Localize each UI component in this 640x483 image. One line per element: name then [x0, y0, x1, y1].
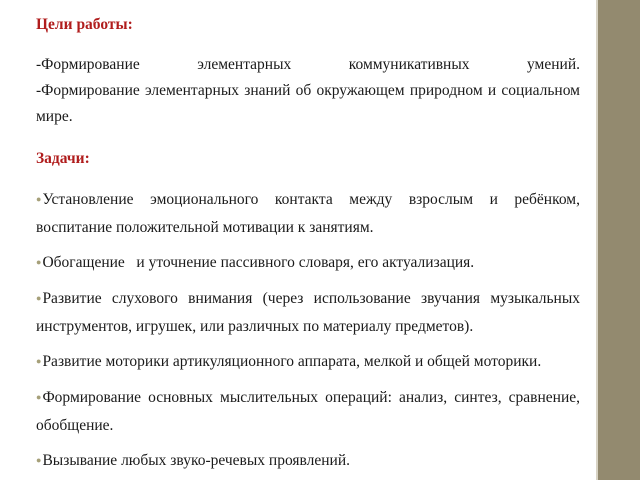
task-text: Установление эмоционального контакта между взрослым и ребёнком, воспитание положительной мотивации к занятиям. [36, 191, 580, 236]
goals-list [36, 52, 580, 130]
task-item [36, 285, 580, 340]
task-item [36, 384, 580, 439]
task-text: Развитие слухового внимания (через использование звучания музыкальных инструментов, игрушек, или различных по материалу предметов). [36, 289, 580, 335]
task-item [36, 348, 580, 376]
goal-item: -Формирование элементарных коммуникативных умений. [36, 56, 580, 73]
tasks-heading: Задачи: [36, 150, 90, 167]
task-text: Формирование основных мыслительных операций: анализ, синтез, сравнение, обобщение. [36, 388, 580, 434]
goals-heading: Цели работы: [36, 16, 133, 33]
bullet-icon: ● [36, 256, 42, 267]
bullet-icon: ● [36, 454, 42, 465]
task-item [36, 186, 580, 241]
bullet-icon: ● [36, 391, 42, 402]
bullet-icon: ● [36, 292, 42, 303]
tasks-list [36, 186, 580, 475]
bullet-icon: ● [36, 193, 42, 204]
task-item [36, 249, 580, 277]
slide-content [36, 10, 580, 483]
side-decoration-band [596, 0, 640, 480]
task-item [36, 447, 580, 475]
task-text: Вызывание любых звуко-речевых проявлений. [42, 451, 351, 469]
task-text: Развитие моторики артикуляционного аппарата, мелкой и общей моторики. [42, 352, 542, 370]
task-text: Обогащение и уточнение пассивного словаря, его актуализация. [42, 253, 475, 271]
bullet-icon: ● [36, 355, 42, 366]
goal-item: -Формирование элементарных знаний об окружающем природном и социальном мире. [36, 82, 580, 125]
